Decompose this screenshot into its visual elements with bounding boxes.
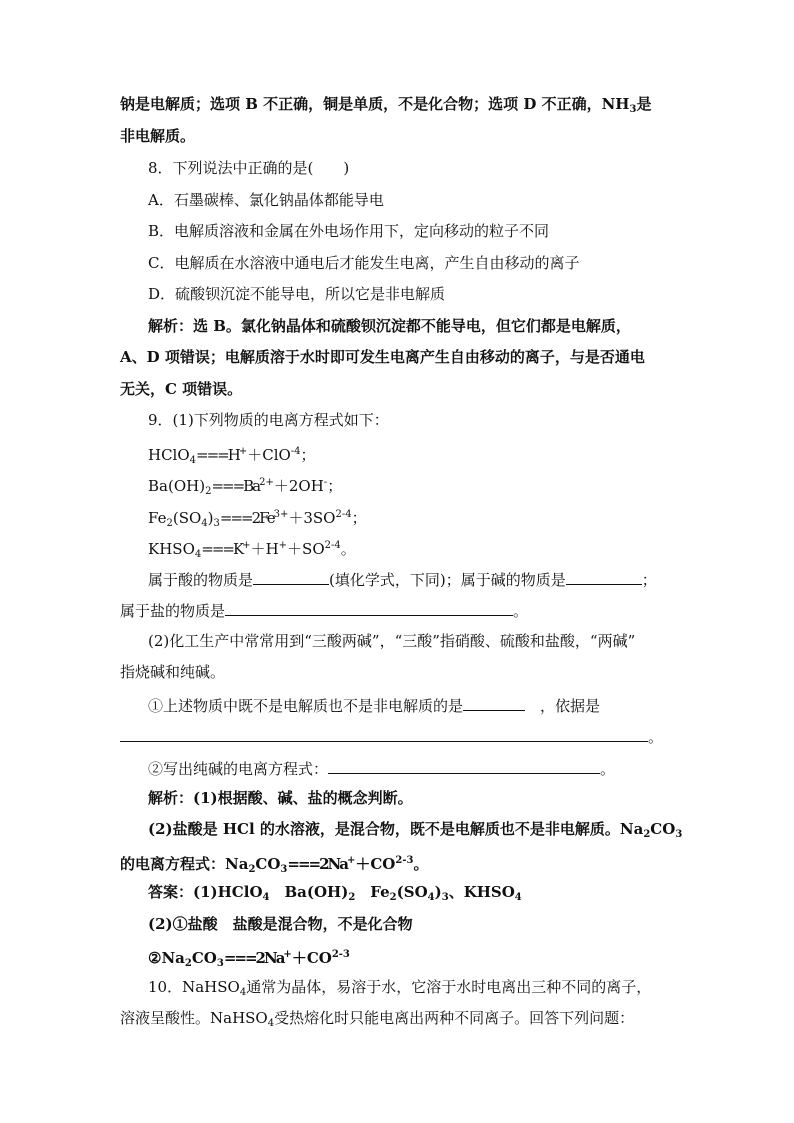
analysis-8-line-2: A、D 项错误；电解质溶于水时即可发生电离产生自由移动的离子，与是否通电	[120, 348, 645, 366]
question-9: 9．(1)下列物质的电离方程式如下：	[148, 411, 389, 429]
neither-electrolyte-blank[interactable]	[463, 694, 525, 711]
reason-blank[interactable]	[120, 725, 648, 742]
reason-line: 。	[120, 725, 663, 747]
question-9-2-line-1: (2)化工生产中常常用到“三酸两碱”，“三酸”指硝酸、硫酸和盐酸，“两碱”	[148, 632, 636, 650]
analysis-8-line-1: 解析：选 B。氯化钠晶体和硫酸钡沉淀都不能导电，但它们都是电解质，	[148, 317, 631, 335]
answer-9-line-1: 答案：(1)HClO$_4$ $Ba(OH)_2$ $Fe_2(SO_4)_3$、$KHSO_4$	[148, 883, 522, 903]
equation-1: HClO$_4$===H+＋ClO$^{-4}$；	[148, 446, 316, 466]
base-blank[interactable]	[566, 568, 642, 585]
question-9-2-line-2: 指烧碱和纯碱。	[120, 663, 226, 681]
answer-line-1: 钠是电解质；选项 B 不正确，铜是单质，不是化合物；选项 D 不正确，$NH_3$是	[120, 95, 652, 115]
analysis-9-line-3: 的电离方程式：$Na_2CO_3===2Na^++CO^{2-3}$。	[120, 855, 429, 875]
option-b: B．电解质溶液和金属在外电场作用下，定向移动的粒子不同	[148, 222, 550, 240]
fill-line-2: 属于盐的物质是 。	[120, 599, 528, 621]
question-8: 8．下列说法中正确的是( )	[148, 159, 350, 177]
question-10-line-2: 溶液呈酸性。NaHSO$_4$受热熔化时只能电离出两种不同离子。回答下列问题：	[120, 1009, 635, 1029]
question-10-line-1: 10．NaHSO$_4$通常为晶体，易溶于水，它溶于水时电离出三种不同的离子，	[148, 978, 652, 998]
question-9-2-sub-2: ②写出纯碱的电离方程式： 。	[148, 757, 615, 779]
question-9-2-sub-1: ①上述物质中既不是电解质也不是非电解质的是 ，依据是	[148, 694, 600, 716]
answer-9-line-2: (2)①盐酸 盐酸是混合物，不是化合物	[148, 915, 413, 933]
equation-3: $Fe_2(SO_4)_3===2Fe^{3+}+3SO^{2-4}$；	[148, 509, 367, 529]
equation-2: $Ba(OH)_2===Ba^{2+}+2OH^-$；	[148, 477, 343, 497]
analysis-9-line-1: 解析：(1)根据酸、碱、盐的概念判断。	[148, 789, 413, 807]
salt-blank[interactable]	[225, 599, 513, 616]
answer-line-2: 非电解质。	[120, 127, 196, 145]
option-d: D．硫酸钡沉淀不能导电，所以它是非电解质	[148, 285, 446, 303]
fill-line-1: 属于酸的物质是 (填化学式，下同)；属于碱的物质是 ；	[148, 568, 657, 590]
option-c: C．电解质在水溶液中通电后才能发生电离，产生自由移动的离子	[148, 254, 580, 272]
acid-blank[interactable]	[253, 568, 329, 585]
analysis-8-line-3: 无关，C 项错误。	[120, 380, 243, 398]
analysis-9-line-2: (2)盐酸是 HCl 的水溶液，是混合物，既不是电解质也不是非电解质。$Na_2CO_3$	[148, 820, 683, 840]
soda-equation-blank[interactable]	[328, 757, 600, 774]
answer-9-line-3: $②Na_2CO_3===2Na^++CO^{2-3}$	[148, 949, 350, 969]
option-a: A．石墨碳棒、氯化钠晶体都能导电	[148, 191, 384, 209]
equation-4: $KHSO_4===K^++H^++SO^{2-4}$。	[148, 540, 356, 560]
